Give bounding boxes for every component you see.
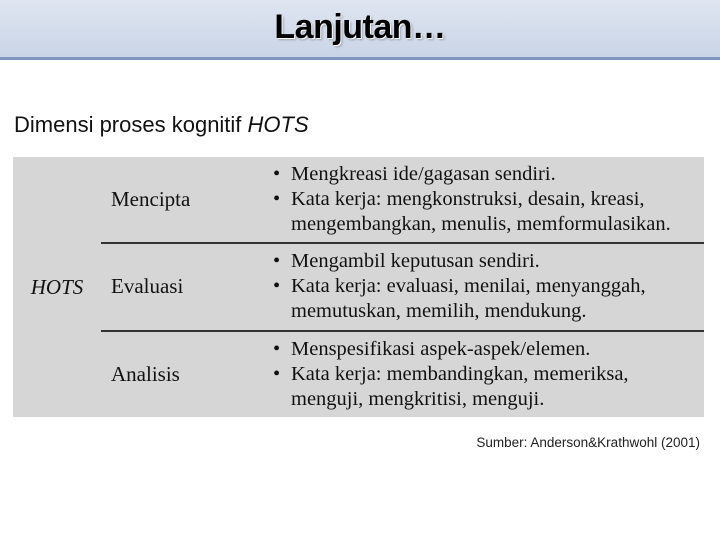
level-label-mencipta: Mencipta bbox=[101, 157, 261, 243]
bullet-item: • Mengkreasi ide/gagasan sendiri. bbox=[273, 162, 704, 187]
bullet-item: • Mengambil keputusan sendiri. bbox=[273, 249, 704, 274]
bullet-item: • Menspesifikasi aspek-aspek/elemen. bbox=[273, 337, 704, 362]
hots-table-grid bbox=[13, 157, 704, 417]
subtitle-emphasis: HOTS bbox=[247, 112, 309, 137]
bullet-item: • Kata kerja: membandingkan, memeriksa, menguji, mengkritisi, menguji. bbox=[273, 362, 704, 412]
bullet-item: • Kata kerja: evaluasi, menilai, menyanggah, memutuskan, memilih, mendukung. bbox=[273, 274, 704, 324]
level-label-analisis: Analisis bbox=[111, 361, 180, 386]
level-label-evaluasi: Evaluasi bbox=[101, 243, 261, 330]
hots-group-label: HOTS bbox=[30, 274, 84, 299]
table-row-evaluasi bbox=[13, 243, 704, 330]
slide-subtitle bbox=[14, 112, 309, 138]
table-row-analisis bbox=[13, 331, 704, 417]
description-analisis bbox=[261, 331, 704, 417]
description-mencipta bbox=[261, 157, 704, 243]
bullet-item: • Kata kerja: mengkonstruksi, desain, kreasi, mengembangkan, menulis, memformulasikan. bbox=[273, 187, 704, 237]
description-evaluasi bbox=[261, 243, 704, 330]
slide-title: Lanjutan… bbox=[274, 8, 446, 46]
subtitle-text: Dimensi proses kognitif bbox=[14, 112, 248, 137]
title-bar bbox=[0, 0, 720, 60]
source-citation: Sumber: Anderson&Krathwohl (2001) bbox=[476, 435, 700, 450]
table-row-mencipta bbox=[13, 157, 704, 243]
hots-table bbox=[13, 157, 704, 417]
